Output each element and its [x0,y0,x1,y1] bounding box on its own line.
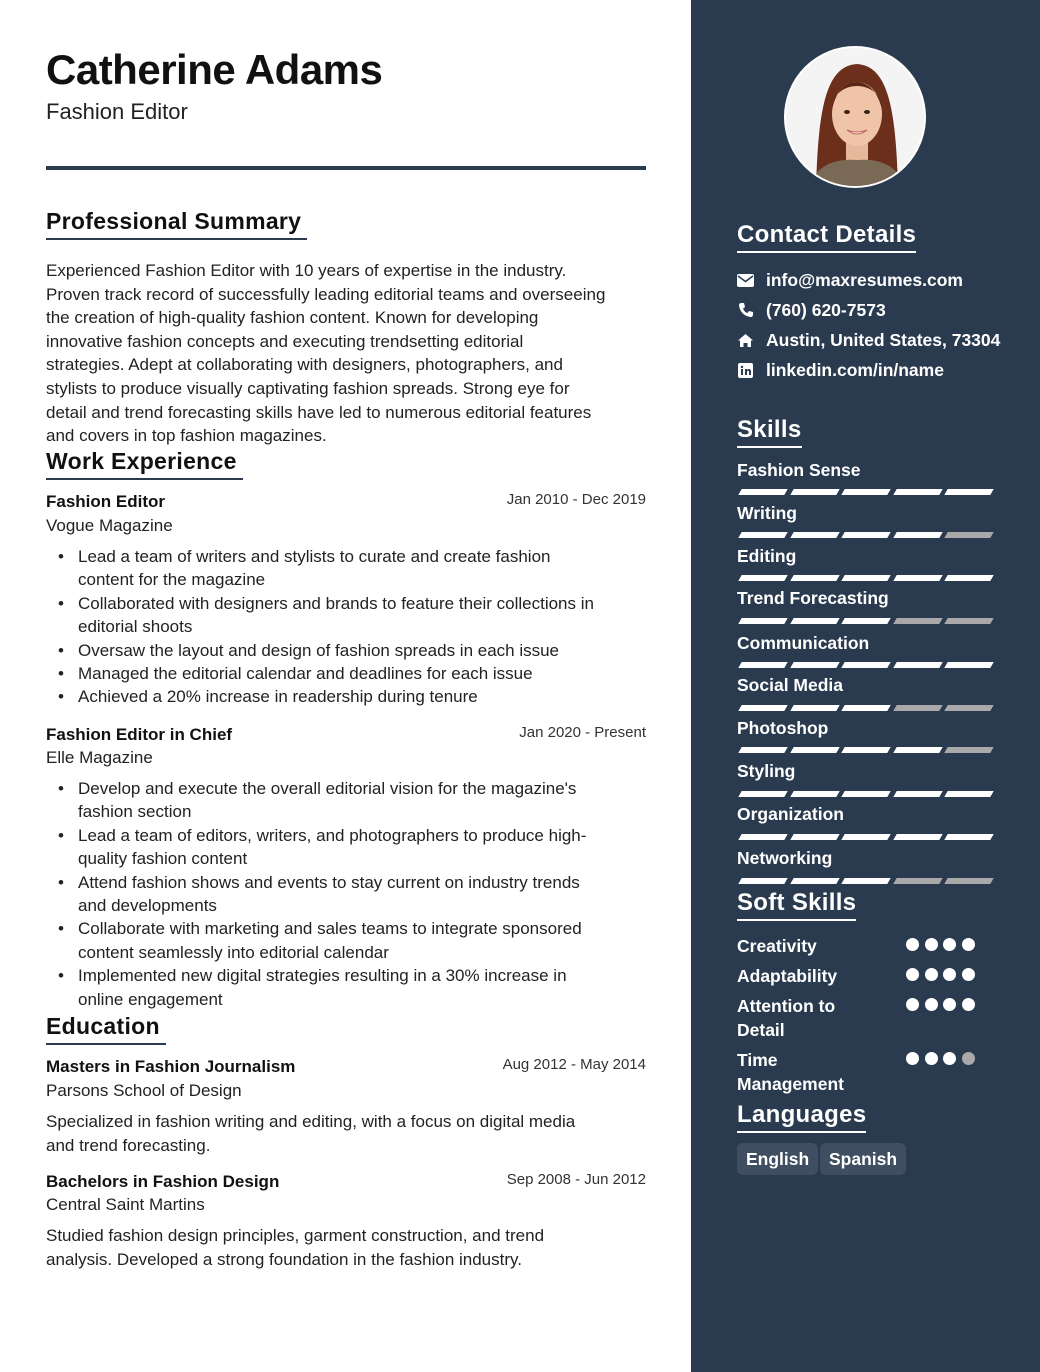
job-bullet: • Attend fashion shows and events to stay current on industry trends and developments [78,871,648,918]
skill-level-segment [893,575,942,581]
summary-line: stylists to produce visually captivating fashion spreads. Strong eye for [46,378,570,398]
rating-dot [906,998,919,1011]
skill-level-segment [790,791,839,797]
skill-level-bar [737,834,993,840]
skill-level-segment [841,747,890,753]
job-company: Vogue Magazine [46,516,173,535]
job-bullets [78,545,648,709]
skill-name: Fashion Sense [737,460,861,480]
rating-dot [962,1052,975,1065]
skill-level-segment [841,662,890,668]
job-bullet: • Lead a team of writers and stylists to curate and create fashion content for the magazine [78,545,648,592]
skill-name: Editing [737,546,797,566]
skill-level-segment [944,662,993,668]
skill-level-segment [893,791,942,797]
job-role: Fashion Editor [46,492,165,511]
language-chip: English [737,1143,818,1175]
job-bullet: • Oversaw the layout and design of fashion spreads in each issue [78,639,648,662]
skill-level-segment [841,532,890,538]
edu-degree: Masters in Fashion Journalism [46,1057,296,1076]
skill-level-bar [737,791,993,797]
skill-level-segment [893,834,942,840]
summary-line: Proven track record of successfully leading editorial teams and overseeing [46,284,606,304]
skills-heading: Skills [737,416,802,448]
job-bullet: • Collaborate with marketing and sales teams to integrate sponsored content seamlessly into editorial calendar [78,917,648,964]
edu-header [46,1172,646,1192]
language-chip: Spanish [820,1143,906,1175]
rating-dot [906,968,919,981]
skill-level-segment [841,878,890,884]
skill-level-segment [841,489,890,495]
skill-level-bar [737,575,993,581]
skill-level-segment [738,532,787,538]
skill-level-segment [738,791,787,797]
phone-icon [737,302,754,319]
edu-header [46,1057,646,1077]
experience-heading: Work Experience [46,448,243,480]
skill-level-segment [841,791,890,797]
skill-level-bar [737,878,993,884]
rating-dot [906,1052,919,1065]
skill-level-bar [737,747,993,753]
candidate-title: Fashion Editor [46,99,188,124]
skill-level-segment [893,878,942,884]
skill-level-segment [944,834,993,840]
soft-skills-heading: Soft Skills [737,889,856,921]
skill-name: Writing [737,503,797,523]
edu-date: Sep 2008 - Jun 2012 [506,1171,646,1188]
job-header [46,492,646,512]
edu-school: Parsons School of Design [46,1081,242,1100]
rating-dot [943,968,956,981]
job-bullet: • Collaborated with designers and brands to feature their collections in editorial shoots [78,592,648,639]
rating-dot [925,938,938,951]
skill-level-segment [790,662,839,668]
skill-name: Social Media [737,675,844,695]
skill-level-segment [738,747,787,753]
contact-linkedin-text: linkedin.com/in/name [766,359,944,380]
skill-level-segment [738,618,787,624]
rating-dot [943,998,956,1011]
rating-dot [906,938,919,951]
skill-level-segment [893,489,942,495]
contact-email[interactable] [737,269,963,291]
skill-level-segment [738,878,787,884]
contact-phone[interactable] [737,299,886,321]
contact-linkedin[interactable] [737,359,944,381]
skill-level-segment [790,834,839,840]
summary-line: the creation of high-quality fashion content. Known for developing [46,308,539,328]
rating-dot [925,998,938,1011]
summary-line: strategies. Adept at collaborating with designers, photographers, and [46,355,563,375]
skill-level-segment [944,532,993,538]
candidate-name: Catherine Adams [46,46,383,93]
rating-dot [962,938,975,951]
job-bullet: • Develop and execute the overall editorial vision for the magazine's fashion section [78,777,648,824]
header-divider [46,166,646,170]
contact-email-text: info@maxresumes.com [766,269,963,290]
skill-level-bar [737,705,993,711]
skill-level-segment [790,575,839,581]
rating-dot [962,998,975,1011]
rating-dot [925,1052,938,1065]
skill-level-segment [893,618,942,624]
skill-level-segment [841,618,890,624]
job-date: Jan 2010 - Dec 2019 [506,491,646,508]
profile-photo-icon [786,48,926,188]
skill-name: Communication [737,633,870,653]
summary-line: and covers in top fashion magazines. [46,426,327,446]
skill-level-segment [790,878,839,884]
skill-level-segment [790,489,839,495]
soft-skill-name: Creativity [737,936,817,956]
summary-text [46,259,646,448]
rating-dot [962,968,975,981]
job-bullets [78,777,648,1011]
job-bullet: • Lead a team of editors, writers, and photographers to produce high- quality fashion content [78,824,648,871]
soft-skill-name: Attention to Detail [737,996,836,1040]
contact-heading: Contact Details [737,221,916,253]
soft-skill-name: Time Management [737,1050,844,1094]
skill-level-bar [737,618,993,624]
skill-level-segment [893,662,942,668]
skill-level-segment [944,489,993,495]
edu-school: Central Saint Martins [46,1195,205,1214]
languages-heading: Languages [737,1101,866,1133]
summary-heading: Professional Summary [46,208,307,240]
edu-degree: Bachelors in Fashion Design [46,1172,280,1191]
job-date: Jan 2020 - Present [519,724,646,741]
skill-level-segment [944,791,993,797]
skill-name: Networking [737,848,833,868]
skill-level-segment [738,489,787,495]
skill-level-bar [737,532,993,538]
skill-level-segment [841,575,890,581]
job-company: Elle Magazine [46,748,153,767]
skill-level-segment [893,705,942,711]
job-header [46,725,646,745]
skill-level-segment [738,705,787,711]
skill-level-segment [944,747,993,753]
rating-dot [943,938,956,951]
skill-level-segment [738,662,787,668]
contact-address-text: Austin, United States, 73304 [766,329,1001,350]
summary-line: detail and trend forecasting skills have led to numerous editorial features [46,402,592,422]
skill-level-bar [737,489,993,495]
skill-name: Styling [737,761,796,781]
contact-phone-text: (760) 620-7573 [766,299,886,320]
summary-line: innovative fashion concepts and executing trendsetting editorial [46,331,524,351]
skill-level-segment [790,705,839,711]
job-bullet: • Managed the editorial calendar and deadlines for each issue [78,662,648,685]
job-role: Fashion Editor in Chief [46,725,233,744]
avatar [784,46,926,188]
skill-level-segment [944,575,993,581]
envelope-icon [737,272,754,289]
skill-level-segment [944,705,993,711]
skill-level-segment [841,834,890,840]
edu-date: Aug 2012 - May 2014 [502,1056,646,1073]
home-icon [737,332,754,349]
skill-level-segment [790,532,839,538]
skill-name: Organization [737,804,844,824]
edu-description: Specialized in fashion writing and editing, with a focus on digital media and trend forecasting. [46,1112,576,1155]
skill-level-segment [893,747,942,753]
skill-level-segment [944,618,993,624]
soft-skill-name: Adaptability [737,966,838,986]
skill-level-segment [738,834,787,840]
rating-dot [943,1052,956,1065]
linkedin-icon [737,362,754,379]
skill-level-segment [738,575,787,581]
contact-address [737,329,1000,351]
summary-line: Experienced Fashion Editor with 10 years of expertise in the industry. [46,261,567,280]
skill-level-bar [737,662,993,668]
sidebar [691,0,1040,1372]
edu-description: Studied fashion design principles, garment construction, and trend analysis. Developed a strong foundation in the fashion industry. [46,1226,545,1269]
rating-dot [925,968,938,981]
skill-level-segment [841,705,890,711]
skill-level-segment [893,532,942,538]
job-bullet: • Implemented new digital strategies resulting in a 30% increase in online engagement [78,964,648,1011]
skill-name: Trend Forecasting [737,588,889,608]
education-heading: Education [46,1013,166,1045]
skill-name: Photoshop [737,718,829,738]
skill-level-segment [790,618,839,624]
skill-level-segment [944,878,993,884]
skill-level-segment [790,747,839,753]
job-bullet: • Achieved a 20% increase in readership during tenure [78,685,648,708]
